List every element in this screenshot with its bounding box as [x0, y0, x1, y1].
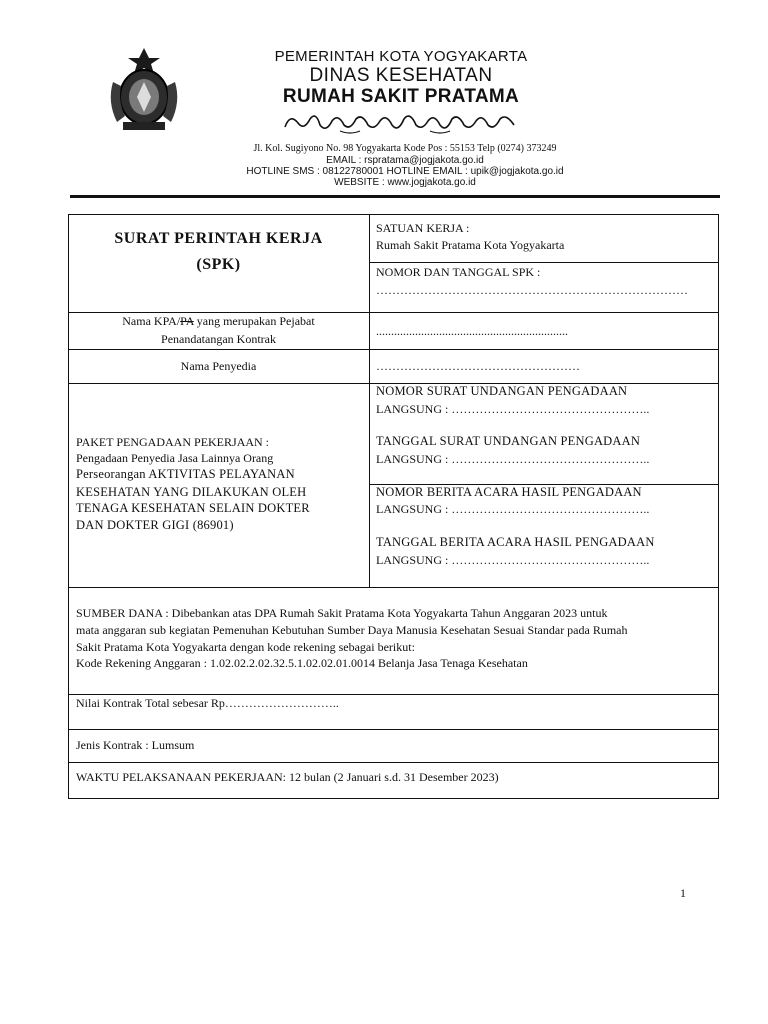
- kpa-label: Nama KPA/PA yang merupakan Pejabat: [122, 314, 315, 328]
- sumber-dana-line: Sakit Pratama Kota Yogyakarta dengan kode rekening sebagai berikut:: [76, 640, 415, 654]
- kpa-value: ................................................................: [376, 324, 568, 338]
- sumber-dana-line: SUMBER DANA : Dibebankan atas DPA Rumah Sakit Pratama Kota Yogyakarta Tahun Anggaran 2023 untuk: [76, 606, 608, 620]
- nilai-kontrak: Nilai Kontrak Total sebesar Rp………………………..: [76, 696, 339, 710]
- page-number: 1: [680, 886, 686, 900]
- penyedia-value: ……………………………………………: [376, 359, 580, 373]
- berita-acara-tanggal-label: TANGGAL BERITA ACARA HASIL PENGADAAN: [376, 535, 655, 549]
- header-hotline: HOTLINE SMS : 08122780001 HOTLINE EMAIL : upik@jogjakota.go.id: [246, 166, 564, 177]
- undangan-tanggal-label: TANGGAL SURAT UNDANGAN PENGADAAN: [376, 434, 641, 448]
- table-column-divider: [369, 214, 370, 587]
- paket-pengadaan-label: PAKET PENGADAAN PEKERJAAN :: [76, 435, 270, 449]
- satuan-kerja-label: SATUAN KERJA :: [376, 221, 470, 235]
- paket-line: Perseorangan AKTIVITAS PELAYANAN: [76, 467, 295, 481]
- spk-title-abbrev: (SPK): [196, 256, 241, 273]
- berita-acara-nomor-label: NOMOR BERITA ACARA HASIL PENGADAAN: [376, 485, 642, 499]
- table-border-bottom: [68, 798, 719, 799]
- satuan-kerja-value: Rumah Sakit Pratama Kota Yogyakarta: [376, 238, 565, 252]
- paket-line: Pengadaan Penyedia Jasa Lainnya Orang: [76, 451, 274, 465]
- yogyakarta-coat-of-arms-logo: [103, 42, 185, 134]
- table-row-divider: [68, 762, 719, 763]
- header-department-name: DINAS KESEHATAN: [309, 65, 493, 86]
- table-row-divider: [369, 262, 719, 263]
- table-row-divider: [68, 349, 719, 350]
- jenis-kontrak: Jenis Kontrak : Lumsum: [76, 738, 195, 752]
- table-border-left: [68, 214, 69, 799]
- header-hospital-name: RUMAH SAKIT PRATAMA: [282, 86, 520, 107]
- nomor-tanggal-spk-label: NOMOR DAN TANGGAL SPK :: [376, 265, 541, 279]
- paket-line: KESEHATAN YANG DILAKUKAN OLEH: [76, 485, 307, 499]
- paket-line: TENAGA KESEHATAN SELAIN DOKTER: [76, 501, 310, 515]
- waktu-pelaksanaan: WAKTU PELAKSANAAN PEKERJAAN: 12 bulan (2 Januari s.d. 31 Desember 2023): [76, 770, 499, 784]
- header-website: WEBSITE : www.jogjakota.go.id: [334, 177, 476, 188]
- berita-acara-tanggal-value: LANGSUNG : …………………………………………..: [376, 553, 650, 567]
- sumber-dana-line: mata anggaran sub kegiatan Pemenuhan Kebutuhan Sumber Daya Manusia Kesehatan Sesuai Standar pada Rumah: [76, 623, 628, 637]
- spk-title: SURAT PERINTAH KERJA: [114, 230, 323, 247]
- kpa-label-line2: Penandatangan Kontrak: [161, 332, 276, 346]
- undangan-nomor-value: LANGSUNG : …………………………………………..: [376, 402, 650, 416]
- javanese-script-signage: [280, 109, 520, 135]
- header-government-name: PEMERINTAH KOTA YOGYAKARTA: [274, 48, 528, 65]
- undangan-nomor-label: NOMOR SURAT UNDANGAN PENGADAAN: [376, 384, 628, 398]
- header-email: EMAIL : rspratama@jogjakota.go.id: [326, 155, 484, 166]
- paket-line: DAN DOKTER GIGI (86901): [76, 518, 234, 532]
- table-row-divider: [68, 729, 719, 730]
- header-address: Jl. Kol. Sugiyono No. 98 Yogyakarta Kode Pos : 55153 Telp (0274) 373249: [253, 143, 557, 154]
- undangan-tanggal-value: LANGSUNG : …………………………………………..: [376, 452, 650, 466]
- berita-acara-nomor-value: LANGSUNG : …………………………………………..: [376, 502, 650, 516]
- penyedia-label: Nama Penyedia: [180, 359, 257, 373]
- kode-rekening-line: Kode Rekening Anggaran : 1.02.02.2.02.32.5.1.02.02.01.0014 Belanja Jasa Tenaga Kesehatan: [76, 656, 528, 670]
- nomor-tanggal-spk-value: ……………………………………………………………………: [376, 283, 688, 297]
- table-row-divider: [68, 587, 719, 588]
- table-border-top: [68, 214, 719, 215]
- table-border-right: [718, 214, 719, 799]
- letterhead-divider: [70, 195, 720, 198]
